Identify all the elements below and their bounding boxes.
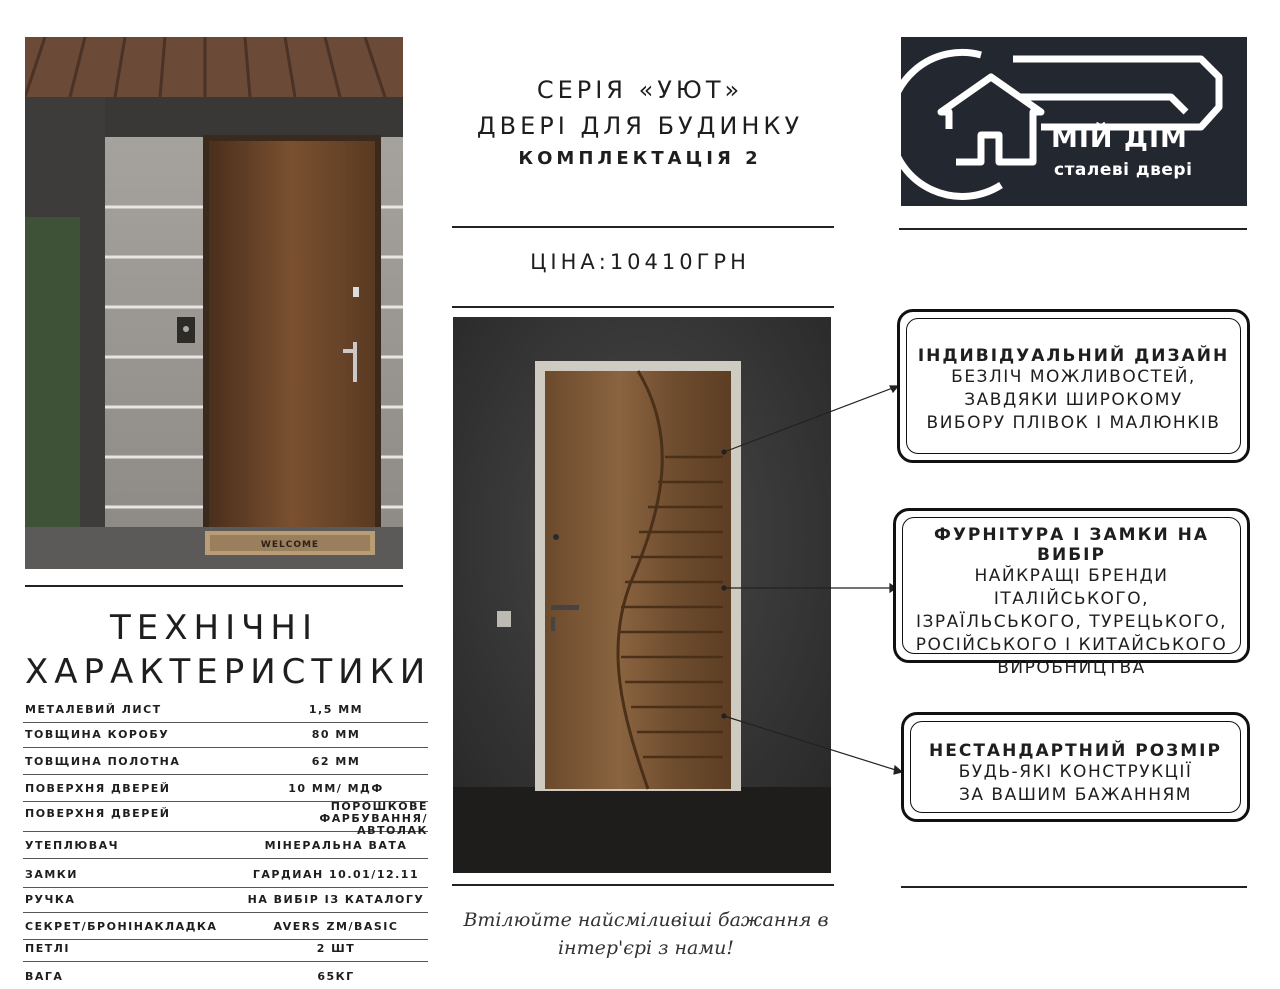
spec-key: УТЕПЛЮВАЧ — [25, 839, 120, 852]
feature-title: ІНДИВІДУАЛЬНИЙ ДИЗАЙН — [917, 346, 1230, 366]
spec-value: 80 ММ — [311, 728, 361, 741]
spec-value: AVERS ZM/BASIC — [273, 920, 399, 933]
spec-value: 62 ММ — [311, 755, 361, 768]
spec-row — [23, 936, 428, 962]
doormat-text: WELCOME — [260, 540, 320, 550]
spec-key: ПЕТЛІ — [25, 942, 70, 955]
slogan-line: Втілюйте найсміливіші бажання в — [463, 909, 829, 931]
spec-key: ВАГА — [25, 970, 64, 983]
slogan-line: інтер'єрі з нами! — [557, 937, 735, 959]
feature-box-design — [897, 309, 1250, 463]
feature-line: ВИРОБНИЦТВА — [997, 658, 1146, 678]
divider — [25, 585, 403, 587]
spec-value: НА ВИБІР ІЗ КАТАЛОГУ — [247, 893, 425, 906]
spec-row — [23, 833, 428, 859]
exterior-door-photo — [25, 37, 403, 569]
feature-box-size — [901, 712, 1250, 822]
spec-value: 10 ММ/ МДФ — [288, 782, 384, 795]
spec-value: 65КГ — [317, 970, 355, 983]
spec-key: ПОВЕРХНЯ ДВЕРЕЙ — [25, 807, 171, 820]
feature-line: ІЗРАЇЛЬСЬКОГО, ТУРЕЦЬКОГО, — [916, 612, 1227, 632]
divider — [452, 306, 834, 308]
spec-value: 1,5 ММ — [308, 703, 364, 716]
spec-row — [23, 749, 428, 775]
spec-value: 2 ШТ — [316, 942, 356, 955]
spec-key: РУЧКА — [25, 893, 76, 906]
kit-title: КОМПЛЕКТАЦІЯ 2 — [518, 148, 762, 169]
divider — [901, 886, 1247, 888]
spec-key: МЕТАЛЕВИЙ ЛИСТ — [25, 703, 162, 716]
exterior-door-illustration — [25, 37, 403, 569]
spec-row — [23, 722, 428, 748]
series-title: СЕРІЯ «УЮТ» — [536, 76, 744, 104]
specs-title — [25, 606, 432, 694]
spec-key: ТОВЩИНА ПОЛОТНА — [25, 755, 181, 768]
spec-row — [23, 862, 428, 888]
spec-key: ТОВЩИНА КОРОБУ — [25, 728, 170, 741]
price-label: ЦІНА:10410ГРН — [530, 250, 750, 274]
spec-row — [23, 887, 428, 913]
specs-title-line: ТЕХНІЧНІ — [109, 608, 319, 648]
feature-line: ВИБОРУ ПЛІВОК І МАЛЮНКІВ — [926, 413, 1221, 433]
spec-value: ГАРДИАН 10.01/12.11 — [252, 868, 420, 881]
feature-line: НАЙКРАЩІ БРЕНДИ ІТАЛІЙСЬКОГО, — [974, 566, 1169, 609]
spec-value: МІНЕРАЛЬНА ВАТА — [264, 839, 408, 852]
feature-line: ЗАВДЯКИ ШИРОКОМУ — [964, 390, 1183, 410]
spec-row — [23, 800, 428, 837]
spec-key: ПОВЕРХНЯ ДВЕРЕЙ — [25, 782, 171, 795]
spec-row — [23, 964, 428, 989]
feature-line: БЕЗЛІЧ МОЖЛИВОСТЕЙ, — [951, 367, 1196, 387]
spec-value — [218, 801, 428, 837]
connector-lines — [720, 370, 910, 790]
divider — [899, 228, 1247, 230]
divider — [452, 884, 834, 886]
door-type-title: ДВЕРІ ДЛЯ БУДИНКУ — [476, 112, 804, 140]
divider — [452, 226, 834, 228]
feature-box-hardware — [893, 508, 1250, 678]
spec-value-line: ПОРОШКОВЕ ФАРБУВАННЯ/ — [319, 800, 428, 825]
house-key-icon — [901, 37, 1247, 206]
brand-logo — [901, 37, 1247, 206]
slogan — [458, 906, 834, 962]
spec-row — [23, 697, 428, 723]
brand-name: МІЙ ДІМ — [1051, 123, 1188, 154]
feature-line: БУДЬ-ЯКІ КОНСТРУКЦІЇ — [958, 762, 1193, 782]
specs-title-line: ХАРАКТЕРИСТИКИ — [25, 652, 432, 692]
spec-key: СЕКРЕТ/БРОНІНАКЛАДКА — [25, 920, 218, 933]
feature-title: ФУРНІТУРА І ЗАМКИ НА ВИБІР — [933, 525, 1210, 565]
spec-row — [23, 776, 428, 802]
spec-key: ЗАМКИ — [25, 868, 78, 881]
spec-value-line: АВТОЛАК — [357, 824, 428, 837]
feature-title: НЕСТАНДАРТНИЙ РОЗМІР — [929, 741, 1222, 761]
feature-line: РОСІЙСЬКОГО І КИТАЙСЬКОГО — [915, 635, 1228, 655]
brand-subtitle: сталеві двері — [1054, 160, 1193, 180]
feature-line: ЗА ВАШИМ БАЖАННЯМ — [959, 785, 1192, 805]
